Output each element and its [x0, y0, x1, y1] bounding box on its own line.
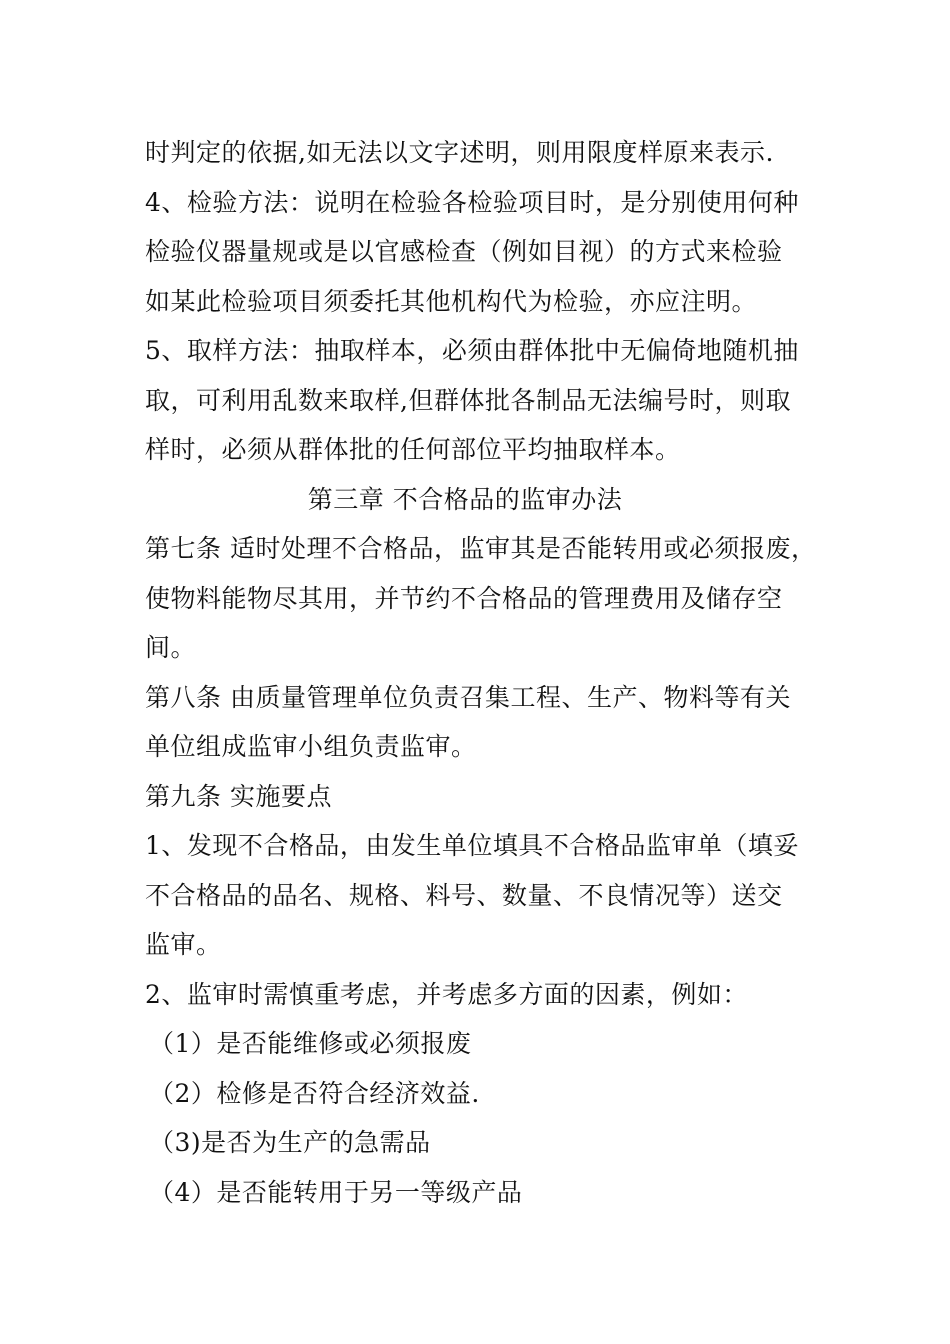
chapter-title: 第三章 不合格品的监审办法	[307, 484, 623, 514]
text-line: 取，可利用乱数来取样,但群体批各制品无法编号时，则取	[145, 385, 791, 415]
text-line: 如某此检验项目须委托其他机构代为检验，亦应注明。	[145, 286, 758, 316]
document-body	[145, 128, 835, 1217]
text-line: 5、取样方法：抽取样本，必须由群体批中无偏倚地随机抽	[145, 336, 799, 365]
article-7-line: 使物料能物尽其用，并节约不合格品的管理费用及储存空	[145, 583, 783, 613]
article-8-line: 第八条 由质量管理单位负责召集工程、生产、物料等有关	[145, 682, 791, 712]
text-line: 检验仪器量规或是以官感检查（例如目视）的方式来检验	[145, 237, 783, 266]
article-7-line: 第七条 适时处理不合格品，监审其是否能转用或必须报废，	[145, 534, 817, 563]
article-9-title: 第九条 实施要点	[145, 781, 332, 811]
sub-item: （1）是否能维修或必须报废	[149, 1029, 472, 1058]
point-2-line: 2、监审时需慎重考虑，并考虑多方面的因素，例如：	[145, 979, 748, 1009]
text-line: 时判定的依据,如无法以文字述明，则用限度样原来表示.	[145, 138, 774, 167]
sub-item: （2）检修是否符合经济效益.	[149, 1078, 480, 1108]
sub-item: （3)是否为生产的急需品	[149, 1128, 431, 1157]
article-7-line: 间。	[145, 633, 197, 662]
point-1-line: 1、发现不合格品，由发生单位填具不合格品监审单（填妥	[145, 831, 799, 860]
text-line: 样时，必须从群体批的任何部位平均抽取样本。	[145, 435, 681, 464]
point-1-line: 监审。	[145, 930, 222, 959]
text-line: 4、检验方法：说明在检验各检验项目时，是分别使用何种	[145, 187, 799, 217]
article-8-line: 单位组成监审小组负责监审。	[145, 732, 477, 761]
sub-item: （4）是否能转用于另一等级产品	[149, 1177, 523, 1207]
point-1-line: 不合格品的品名、规格、料号、数量、不良情况等）送交	[145, 880, 783, 910]
